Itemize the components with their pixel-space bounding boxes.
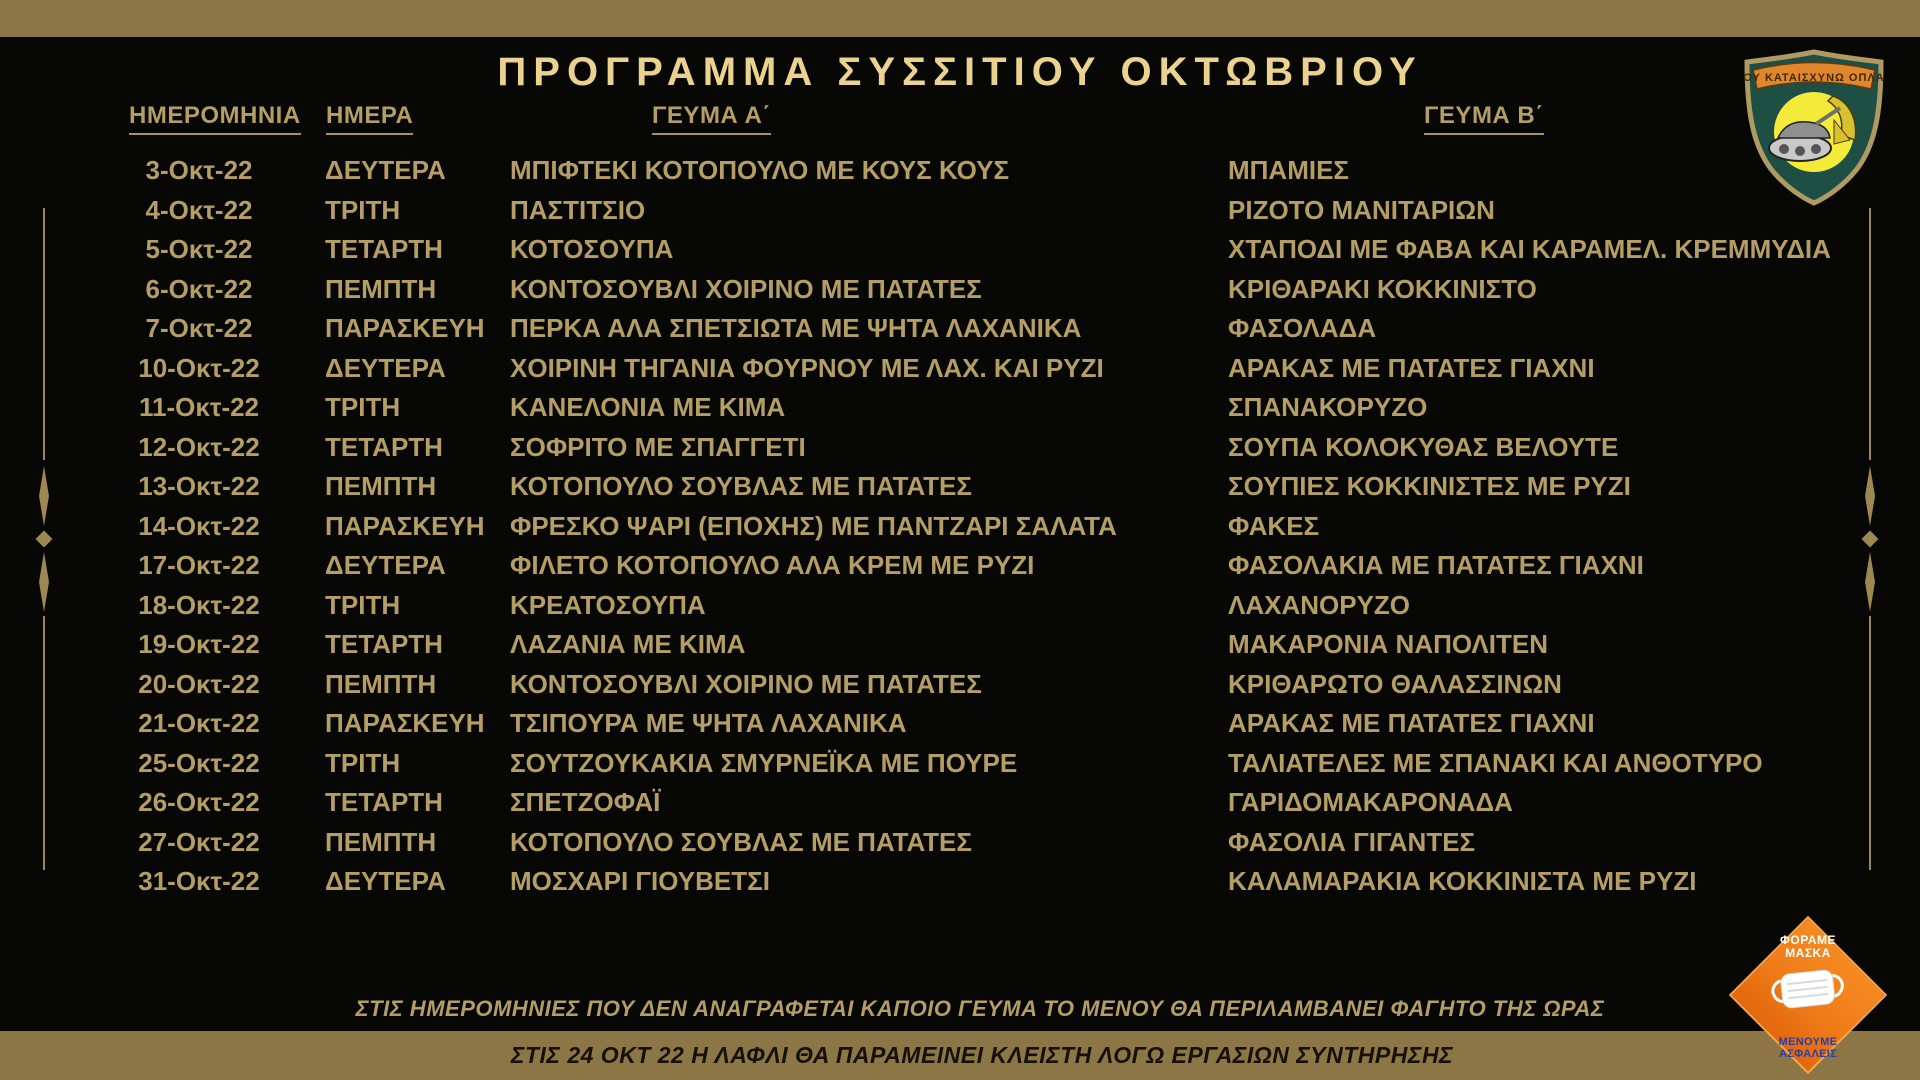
cell-day: ΤΕΤΑΡΤΗ bbox=[325, 787, 443, 817]
cell-meal-b: ΓΑΡΙΔΟΜΑΚΑΡΟΝΑΔΑ bbox=[1228, 787, 1513, 817]
cell-meal-a: ΚΟΝΤΟΣΟΥΒΛΙ ΧΟΙΡΙΝΟ ΜΕ ΠΑΤΑΤΕΣ bbox=[510, 668, 982, 699]
cell-day: ΔΕΥΤΕΡΑ bbox=[325, 352, 446, 383]
left-ornament bbox=[36, 208, 52, 870]
cell-day: ΤΕΤΑΡΤΗ bbox=[325, 234, 443, 264]
table-row bbox=[0, 230, 1920, 270]
cell-day: ΠΑΡΑΣΚΕΥΗ bbox=[325, 708, 485, 738]
cell-day: ΠΑΡΑΣΚΕΥΗ bbox=[325, 313, 485, 343]
table-row bbox=[0, 704, 1920, 744]
cell-date: 31-Οκτ-22 bbox=[138, 866, 260, 896]
cell-meal-a: ΚΑΝΕΛΟΝΙΑ ΜΕ ΚΙΜΑ bbox=[510, 392, 786, 422]
note-closure: ΣΤΙΣ 24 ΟΚΤ 22 Η ΛΑΦΛΙ ΘΑ ΠΑΡΑΜΕΙΝΕΙ ΚΛΕΙΣΤΗ ΛΟΓΩ ΕΡΓΑΣΙΩΝ ΣΥΝΤΗΡΗΣΗΣ bbox=[510, 1042, 1454, 1068]
cell-meal-a: ΣΟΦΡΙΤΟ ΜΕ ΣΠΑΓΓΕΤΙ bbox=[510, 431, 806, 462]
cell-meal-b: ΣΟΥΠΑ ΚΟΛΟΚΥΘΑΣ ΒΕΛΟΥΤΕ bbox=[1228, 431, 1619, 462]
cell-date: 19-Οκτ-22 bbox=[138, 629, 260, 659]
cell-meal-a: ΠΕΡΚΑ ΑΛΑ ΣΠΕΤΣΙΩΤΑ ΜΕ ΨΗΤΑ ΛΑΧΑΝΙΚΑ bbox=[510, 313, 1082, 343]
right-ornament bbox=[1862, 208, 1878, 870]
cell-meal-b: ΜΑΚΑΡΟΝΙΑ ΝΑΠΟΛΙΤΕΝ bbox=[1228, 629, 1548, 659]
table-row bbox=[0, 586, 1920, 626]
badge-bottom-text: ΜΕΝΟΥΜΕ ΑΣΦΑΛΕΙΣ bbox=[1778, 1036, 1838, 1060]
badge-top-text: ΦΟΡΑΜΕ ΜΑΣΚΑ bbox=[1780, 933, 1836, 960]
cell-date: 5-Οκτ-22 bbox=[145, 234, 253, 264]
table-row bbox=[0, 862, 1920, 902]
cell-day: ΔΕΥΤΕΡΑ bbox=[325, 550, 446, 580]
unit-emblem bbox=[1738, 48, 1890, 208]
cell-meal-b: ΦΑΣΟΛΑΚΙΑ ΜΕ ΠΑΤΑΤΕΣ ΓΙΑΧΝΙ bbox=[1228, 550, 1644, 580]
cell-meal-b: ΚΡΙΘΑΡΑΚΙ ΚΟΚΚΙΝΙΣΤΟ bbox=[1228, 273, 1537, 304]
cell-date: 14-Οκτ-22 bbox=[138, 510, 260, 541]
emblem-motto: ΟΥ ΚΑΤΑΙΣΧΥΝΩ ΟΠΛΑ bbox=[1743, 72, 1885, 84]
table-row bbox=[0, 744, 1920, 784]
cell-date: 20-Οκτ-22 bbox=[138, 668, 260, 699]
cell-date: 12-Οκτ-22 bbox=[138, 431, 260, 462]
cell-meal-b: ΛΑΧΑΝΟΡΥΖΟ bbox=[1228, 589, 1411, 620]
cell-meal-a: ΧΟΙΡΙΝΗ ΤΗΓΑΝΙΑ ΦΟΥΡΝΟΥ ΜΕ ΛΑΧ. ΚΑΙ ΡΥΖΙ bbox=[510, 352, 1104, 383]
cell-meal-a: ΚΟΝΤΟΣΟΥΒΛΙ ΧΟΙΡΙΝΟ ΜΕ ΠΑΤΑΤΕΣ bbox=[510, 273, 982, 304]
column-header-day: ΗΜΕΡΑ bbox=[326, 102, 413, 135]
cell-meal-a: ΣΠΕΤΖΟΦΑΪ bbox=[510, 787, 661, 817]
table-row bbox=[0, 349, 1920, 389]
cell-meal-a: ΜΟΣΧΑΡΙ ΓΙΟΥΒΕΤΣΙ bbox=[510, 866, 770, 896]
cell-meal-b: ΣΠΑΝΑΚΟΡΥΖΟ bbox=[1228, 392, 1428, 422]
cell-meal-b: ΚΡΙΘΑΡΩΤΟ ΘΑΛΑΣΣΙΝΩΝ bbox=[1228, 668, 1562, 699]
cell-day: ΤΡΙΤΗ bbox=[325, 747, 401, 778]
cell-day: ΠΕΜΠΤΗ bbox=[325, 471, 437, 501]
column-header-meal-a: ΓΕΥΜΑ Α΄ bbox=[652, 102, 771, 135]
cell-day: ΠΕΜΠΤΗ bbox=[325, 273, 437, 304]
table-row bbox=[0, 151, 1920, 191]
table-row bbox=[0, 428, 1920, 468]
cell-day: ΠΕΜΠΤΗ bbox=[325, 668, 437, 699]
table-row bbox=[0, 823, 1920, 863]
cell-meal-a: ΣΟΥΤΖΟΥΚΑΚΙΑ ΣΜΥΡΝΕΪΚΑ ΜΕ ΠΟΥΡΕ bbox=[510, 747, 1018, 778]
table-row bbox=[0, 783, 1920, 823]
cell-meal-a: ΦΙΛΕΤΟ ΚΟΤΟΠΟΥΛΟ ΑΛΑ ΚΡΕΜ ΜΕ ΡΥΖΙ bbox=[510, 550, 1035, 580]
cell-meal-b: ΧΤΑΠΟΔΙ ΜΕ ΦΑΒΑ ΚΑΙ ΚΑΡΑΜΕΛ. ΚΡΕΜΜΥΔΙΑ bbox=[1228, 234, 1831, 264]
cell-date: 13-Οκτ-22 bbox=[138, 471, 260, 501]
cell-date: 25-Οκτ-22 bbox=[138, 747, 260, 778]
page-title: ΠΡΟΓΡΑΜΜΑ ΣΥΣΣΙΤΙΟΥ ΟΚΤΩΒΡΙΟΥ bbox=[497, 50, 1423, 94]
cell-meal-a: ΚΟΤΟΠΟΥΛΟ ΣΟΥΒΛΑΣ ΜΕ ΠΑΤΑΤΕΣ bbox=[510, 826, 972, 857]
cell-day: ΠΕΜΠΤΗ bbox=[325, 826, 437, 857]
cell-meal-b: ΡΙΖΟΤΟ ΜΑΝΙΤΑΡΙΩΝ bbox=[1228, 194, 1495, 225]
table-row bbox=[0, 625, 1920, 665]
cell-meal-b: ΜΠΑΜΙΕΣ bbox=[1228, 155, 1350, 185]
cell-meal-a: ΤΣΙΠΟΥΡΑ ΜΕ ΨΗΤΑ ΛΑΧΑΝΙΚΑ bbox=[510, 708, 907, 738]
cell-meal-a: ΚΡΕΑΤΟΣΟΥΠΑ bbox=[510, 589, 706, 620]
cell-date: 11-Οκτ-22 bbox=[138, 392, 260, 422]
cell-meal-b: ΦΑΣΟΛΙΑ ΓΙΓΑΝΤΕΣ bbox=[1228, 826, 1476, 857]
column-header-meal-b: ΓΕΥΜΑ Β΄ bbox=[1424, 102, 1544, 135]
cell-meal-b: ΑΡΑΚΑΣ ΜΕ ΠΑΤΑΤΕΣ ΓΙΑΧΝΙ bbox=[1228, 708, 1595, 738]
mask-badge bbox=[1729, 912, 1887, 1078]
cell-meal-a: ΜΠΙΦΤΕΚΙ ΚΟΤΟΠΟΥΛΟ ΜΕ ΚΟΥΣ ΚΟΥΣ bbox=[510, 155, 1010, 185]
table-row bbox=[0, 270, 1920, 310]
cell-day: ΔΕΥΤΕΡΑ bbox=[325, 155, 446, 185]
table-row bbox=[0, 467, 1920, 507]
cell-meal-a: ΛΑΖΑΝΙΑ ΜΕ ΚΙΜΑ bbox=[510, 629, 746, 659]
cell-meal-b: ΦΑΣΟΛΑΔΑ bbox=[1228, 313, 1377, 343]
menu-table bbox=[0, 151, 1920, 902]
cell-day: ΤΕΤΑΡΤΗ bbox=[325, 629, 443, 659]
cell-date: 26-Οκτ-22 bbox=[138, 787, 260, 817]
cell-meal-a: ΠΑΣΤΙΤΣΙΟ bbox=[510, 194, 646, 225]
cell-date: 7-Οκτ-22 bbox=[145, 313, 253, 343]
cell-day: ΔΕΥΤΕΡΑ bbox=[325, 866, 446, 896]
note-no-meal: ΣΤΙΣ ΗΜΕΡΟΜΗΝΙΕΣ ΠΟΥ ΔΕΝ ΑΝΑΓΡΑΦΕΤΑΙ ΚΑΠΟΙΟ ΓΕΥΜΑ ΤΟ ΜΕΝΟΥ ΘΑ ΠΕΡΙΛΑΜΒΑΝΕΙ ΦΑΓΗΤΟ ΤΗΣ ΩΡΑΣ bbox=[355, 996, 1605, 1021]
unit-emblem-shield-icon bbox=[1738, 48, 1890, 208]
cell-date: 4-Οκτ-22 bbox=[145, 194, 253, 225]
cell-date: 18-Οκτ-22 bbox=[138, 589, 260, 620]
cell-day: ΤΕΤΑΡΤΗ bbox=[325, 431, 443, 462]
table-row bbox=[0, 665, 1920, 705]
cell-day: ΠΑΡΑΣΚΕΥΗ bbox=[325, 510, 485, 541]
cell-meal-b: ΚΑΛΑΜΑΡΑΚΙΑ ΚΟΚΚΙΝΙΣΤΑ ΜΕ ΡΥΖΙ bbox=[1228, 866, 1697, 896]
table-row bbox=[0, 309, 1920, 349]
cell-meal-b: ΑΡΑΚΑΣ ΜΕ ΠΑΤΑΤΕΣ ΓΙΑΧΝΙ bbox=[1228, 352, 1595, 383]
cell-date: 17-Οκτ-22 bbox=[138, 550, 260, 580]
cell-meal-a: ΚΟΤΟΣΟΥΠΑ bbox=[510, 234, 674, 264]
column-header-date: ΗΜΕΡΟΜΗΝΙΑ bbox=[129, 102, 301, 135]
cell-date: 21-Οκτ-22 bbox=[138, 708, 260, 738]
cell-meal-b: ΦΑΚΕΣ bbox=[1228, 510, 1320, 541]
cell-meal-a: ΚΟΤΟΠΟΥΛΟ ΣΟΥΒΛΑΣ ΜΕ ΠΑΤΑΤΕΣ bbox=[510, 471, 972, 501]
bottom-gold-band bbox=[0, 1031, 1920, 1080]
cell-date: 27-Οκτ-22 bbox=[138, 826, 260, 857]
table-row bbox=[0, 546, 1920, 586]
cell-day: ΤΡΙΤΗ bbox=[325, 589, 401, 620]
cell-date: 6-Οκτ-22 bbox=[145, 273, 253, 304]
table-row bbox=[0, 507, 1920, 547]
cell-meal-a: ΦΡΕΣΚΟ ΨΑΡΙ (ΕΠΟΧΗΣ) ΜΕ ΠΑΝΤΖΑΡΙ ΣΑΛΑΤΑ bbox=[510, 510, 1117, 541]
cell-meal-b: ΤΑΛΙΑΤΕΛΕΣ ΜΕ ΣΠΑΝΑΚΙ ΚΑΙ ΑΝΘΟΤΥΡΟ bbox=[1228, 747, 1763, 778]
cell-day: ΤΡΙΤΗ bbox=[325, 392, 401, 422]
cell-date: 10-Οκτ-22 bbox=[138, 352, 260, 383]
table-row bbox=[0, 191, 1920, 231]
cell-meal-b: ΣΟΥΠΙΕΣ ΚΟΚΚΙΝΙΣΤΕΣ ΜΕ ΡΥΖΙ bbox=[1228, 471, 1631, 501]
top-gold-band bbox=[0, 0, 1920, 37]
face-mask-icon bbox=[1768, 966, 1848, 1018]
table-row bbox=[0, 388, 1920, 428]
cell-date: 3-Οκτ-22 bbox=[145, 155, 253, 185]
cell-day: ΤΡΙΤΗ bbox=[325, 194, 401, 225]
